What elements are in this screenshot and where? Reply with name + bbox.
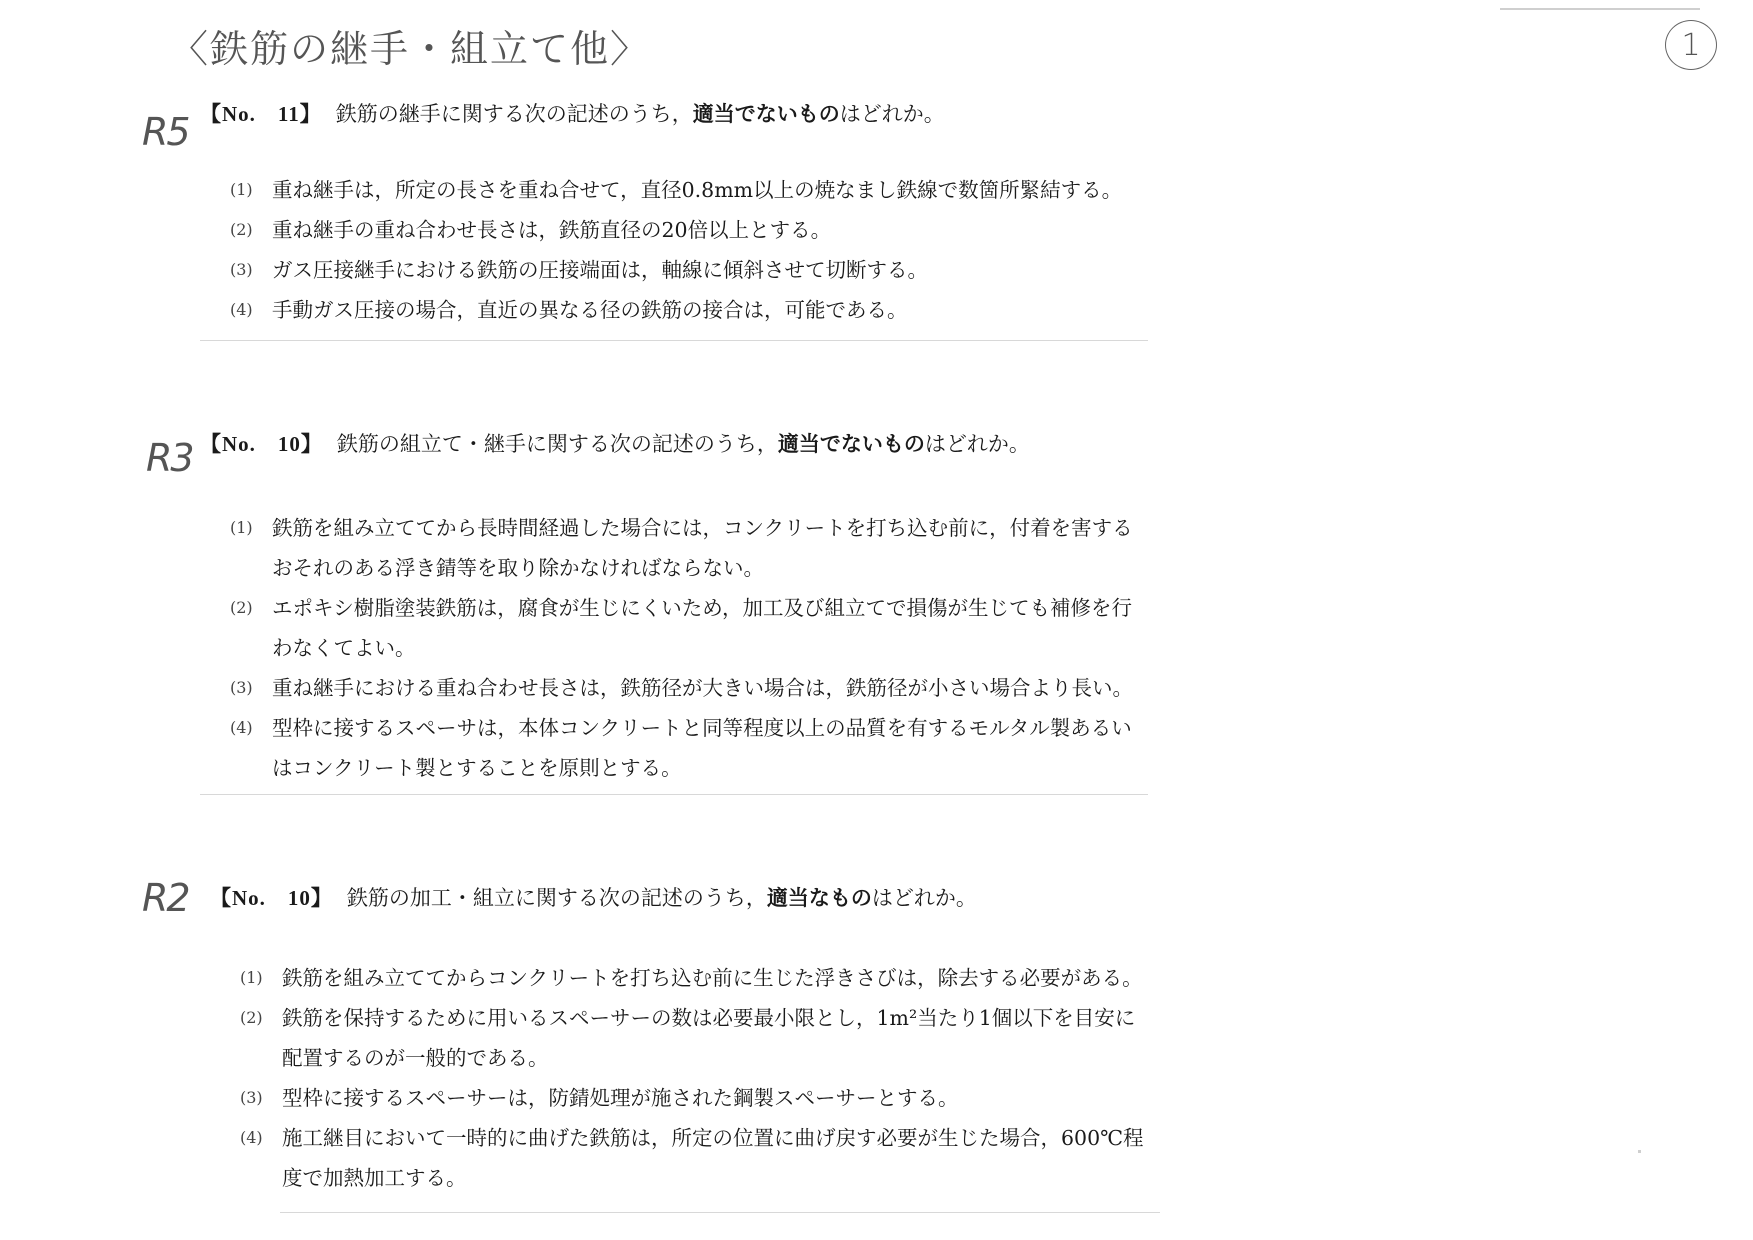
- question-line: [200, 98, 1150, 128]
- scan-artifact: [1500, 8, 1700, 10]
- question-number: 【No. 10】: [210, 886, 333, 910]
- answer-item: [210, 1078, 1150, 1118]
- question-text: 鉄筋の継手に関する次の記述のうち，: [335, 102, 693, 126]
- answer-text: 型枠に接するスペーサーは，防錆処理が施された鋼製スペーサーとする。: [282, 1086, 959, 1110]
- answer-list: [200, 508, 1140, 788]
- answer-number: (4): [230, 300, 253, 319]
- question-suffix: はどれか。: [924, 432, 1030, 456]
- question-block-r2: [210, 878, 1160, 1198]
- answer-text: 重ね継手は，所定の長さを重ね合せて，直径0.8mm以上の焼なまし鉄線で数箇所緊結する。: [272, 178, 1123, 202]
- answer-text: 重ね継手の重ね合わせ長さは，鉄筋直径の20倍以上とする。: [272, 218, 832, 242]
- answer-number: (1): [240, 968, 263, 987]
- answer-number: (4): [240, 1128, 263, 1147]
- answer-list: [200, 170, 1150, 330]
- question-number: 【No. 10】: [200, 432, 323, 456]
- question-text: 鉄筋の加工・組立に関する次の記述のうち，: [346, 886, 767, 910]
- answer-item: [200, 668, 1140, 708]
- answer-item: [200, 170, 1150, 210]
- question-block-r5: [200, 88, 1150, 330]
- section-divider: [200, 794, 1148, 795]
- question-line: [210, 882, 1160, 912]
- question-emphasis: 適当でないもの: [777, 431, 925, 456]
- answer-item: [200, 508, 1140, 588]
- page-number: [1665, 20, 1717, 70]
- question-suffix: はどれか。: [871, 886, 977, 910]
- question-number: 【No. 11】: [200, 102, 322, 126]
- answer-number: (2): [230, 598, 253, 617]
- answer-text: 鉄筋を組み立ててからコンクリートを打ち込む前に生じた浮きさびは，除去する必要がある。: [282, 966, 1143, 990]
- answer-number: (1): [230, 180, 253, 199]
- year-label-r3: R3: [146, 436, 193, 480]
- answer-text: 手動ガス圧接の場合，直近の異なる径の鉄筋の接合は，可能である。: [272, 298, 908, 322]
- answer-text: 施工継目において一時的に曲げた鉄筋は，所定の位置に曲げ戻す必要が生じた場合，600℃程度で加熱加工する。: [282, 1126, 1144, 1190]
- answer-text: 重ね継手における重ね合わせ長さは，鉄筋径が大きい場合は，鉄筋径が小さい場合より長い。: [272, 676, 1133, 700]
- section-divider: [280, 1212, 1160, 1213]
- answer-item: [200, 210, 1150, 250]
- answer-number: (1): [230, 518, 253, 537]
- answer-number: (3): [240, 1088, 263, 1107]
- answer-text: ガス圧接継手における鉄筋の圧接端面は，軸線に傾斜させて切断する。: [272, 258, 928, 282]
- answer-item: [200, 708, 1140, 788]
- answer-item: [200, 588, 1140, 668]
- question-emphasis: 適当でないもの: [692, 101, 840, 126]
- answer-number: (2): [240, 1008, 263, 1027]
- question-text: 鉄筋の組立て・継手に関する次の記述のうち，: [336, 432, 778, 456]
- year-label-r5: R5: [142, 110, 189, 154]
- answer-item: [210, 958, 1150, 998]
- answer-item: [200, 290, 1150, 330]
- page-title: 〈鉄筋の継手・組立て他〉: [170, 27, 651, 71]
- answer-item: [210, 998, 1150, 1078]
- answer-text: エポキシ樹脂塗装鉄筋は，腐食が生じにくいため，加工及び組立てで損傷が生じても補修を行わなくてよい。: [272, 596, 1132, 660]
- answer-item: [210, 1118, 1150, 1198]
- answer-list: [210, 958, 1150, 1198]
- answer-number: (2): [230, 220, 253, 239]
- scan-artifact: [1638, 1150, 1641, 1153]
- question-emphasis: 適当なもの: [766, 885, 872, 910]
- answer-number: (4): [230, 718, 253, 737]
- answer-text: 型枠に接するスペーサは，本体コンクリートと同等程度以上の品質を有するモルタル製あるいはコンクリート製とすることを原則とする。: [272, 716, 1132, 780]
- question-line: [200, 428, 1150, 458]
- question-block-r3: [200, 418, 1150, 788]
- year-label-r2: R2: [142, 876, 189, 920]
- page-number-label: 1: [1681, 27, 1701, 63]
- answer-number: (3): [230, 260, 253, 279]
- answer-number: (3): [230, 678, 253, 697]
- question-suffix: はどれか。: [839, 102, 945, 126]
- answer-text: 鉄筋を組み立ててから長時間経過した場合には，コンクリートを打ち込む前に，付着を害するおそれのある浮き錆等を取り除かなければならない。: [272, 516, 1133, 580]
- answer-item: [200, 250, 1150, 290]
- answer-text: 鉄筋を保持するために用いるスペーサーの数は必要最小限とし，1m²当たり1個以下を目安に配置するのが一般的である。: [282, 1006, 1136, 1070]
- section-divider: [200, 340, 1148, 341]
